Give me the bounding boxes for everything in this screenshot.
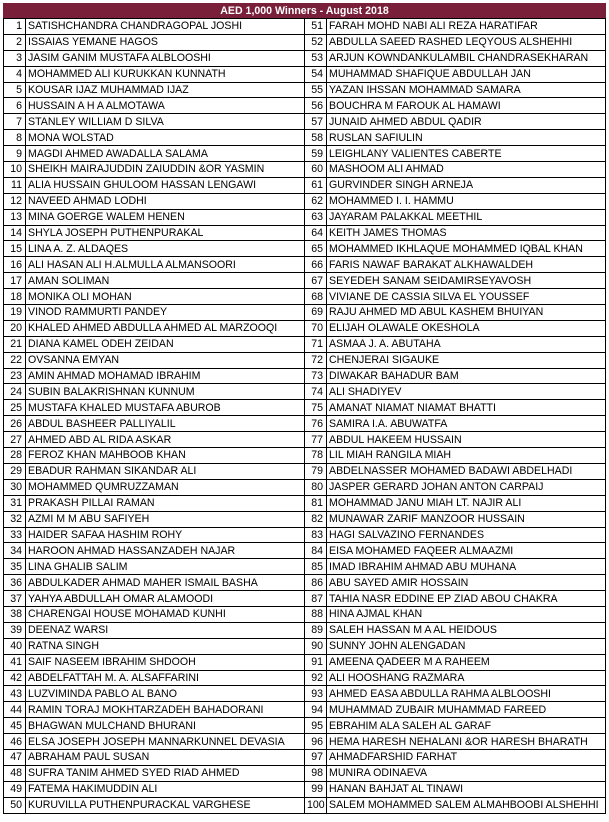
winner-name: SHYLA JOSEPH PUTHENPURAKAL xyxy=(26,225,305,241)
winner-number: 98 xyxy=(305,765,327,781)
winner-name: SHEIKH MAIRAJUDDIN ZAIUDDIN &OR YASMIN xyxy=(26,162,305,178)
winner-number: 25 xyxy=(4,400,26,416)
winner-number: 83 xyxy=(305,527,327,543)
winner-number: 97 xyxy=(305,749,327,765)
winner-name: EBADUR RAHMAN SIKANDAR ALI xyxy=(26,463,305,479)
winner-name: EISA MOHAMED FAQEER ALMAAZMI xyxy=(327,543,606,559)
winner-number: 68 xyxy=(305,289,327,305)
winner-name: HEMA HARESH NEHALANI &OR HARESH BHARATH xyxy=(327,734,606,750)
winner-number: 27 xyxy=(4,432,26,448)
winner-number: 94 xyxy=(305,702,327,718)
winner-name: JUNAID AHMED ABDUL QADIR xyxy=(327,114,606,130)
winner-name: MUSTAFA KHALED MUSTAFA ABUROB xyxy=(26,400,305,416)
table-row xyxy=(4,225,606,241)
winner-name: OVSANNA EMYAN xyxy=(26,352,305,368)
winner-number: 62 xyxy=(305,193,327,209)
winner-name: HUSSAIN A H A ALMOTAWA xyxy=(26,98,305,114)
winner-number: 32 xyxy=(4,511,26,527)
winner-number: 33 xyxy=(4,527,26,543)
winner-number: 39 xyxy=(4,622,26,638)
winner-name: YAZAN IHSSAN MOHAMMAD SAMARA xyxy=(327,82,606,98)
table-row xyxy=(4,162,606,178)
table-row xyxy=(4,98,606,114)
winner-name: MUNAWAR ZARIF MANZOOR HUSSAIN xyxy=(327,511,606,527)
winner-number: 76 xyxy=(305,416,327,432)
winner-number: 16 xyxy=(4,257,26,273)
winner-name: LIL MIAH RANGILA MIAH xyxy=(327,448,606,464)
winner-name: SAMIRA I.A. ABUWATFA xyxy=(327,416,606,432)
winner-number: 90 xyxy=(305,638,327,654)
winner-name: SALEM MOHAMMED SALEM ALMAHBOOBI ALSHEHHI xyxy=(327,797,606,813)
table-row xyxy=(4,336,606,352)
winner-number: 11 xyxy=(4,177,26,193)
winner-number: 63 xyxy=(305,209,327,225)
winner-name: HANAN BAHJAT AL TINAWI xyxy=(327,781,606,797)
table-row xyxy=(4,718,606,734)
table-row xyxy=(4,479,606,495)
winner-name: KURUVILLA PUTHENPURACKAL VARGHESE xyxy=(26,797,305,813)
winner-number: 47 xyxy=(4,749,26,765)
winner-number: 13 xyxy=(4,209,26,225)
table-row xyxy=(4,114,606,130)
winner-name: LEIGHLANY VALIENTES CABERTE xyxy=(327,146,606,162)
winner-name: FEROZ KHAN MAHBOOB KHAN xyxy=(26,448,305,464)
winner-name: JASPER GERARD JOHAN ANTON CARPAIJ xyxy=(327,479,606,495)
winner-number: 30 xyxy=(4,479,26,495)
winner-number: 59 xyxy=(305,146,327,162)
winner-number: 5 xyxy=(4,82,26,98)
winner-number: 77 xyxy=(305,432,327,448)
winner-number: 65 xyxy=(305,241,327,257)
winner-number: 54 xyxy=(305,66,327,82)
winner-number: 42 xyxy=(4,670,26,686)
winner-name: HAGI SALVAZINO FERNANDES xyxy=(327,527,606,543)
winner-name: KEITH JAMES THOMAS xyxy=(327,225,606,241)
winner-name: RAMIN TORAJ MOKHTARZADEH BAHADORANI xyxy=(26,702,305,718)
winner-number: 35 xyxy=(4,559,26,575)
winner-number: 18 xyxy=(4,289,26,305)
winner-number: 36 xyxy=(4,575,26,591)
winner-name: ASMAA J. A. ABUTAHA xyxy=(327,336,606,352)
winner-name: ARJUN KOWNDANKULAMBIL CHANDRASEKHARAN xyxy=(327,50,606,66)
winner-name: MUNIRA ODINAEVA xyxy=(327,765,606,781)
winner-number: 51 xyxy=(305,19,327,35)
table-row xyxy=(4,209,606,225)
winner-number: 73 xyxy=(305,368,327,384)
table-row xyxy=(4,352,606,368)
winner-name: KOUSAR IJAZ MUHAMMAD IJAZ xyxy=(26,82,305,98)
winner-number: 17 xyxy=(4,273,26,289)
winner-number: 19 xyxy=(4,305,26,321)
winner-name: ISSAIAS YEMANE HAGOS xyxy=(26,34,305,50)
winner-number: 70 xyxy=(305,320,327,336)
table-row xyxy=(4,781,606,797)
winner-name: RUSLAN SAFIULIN xyxy=(327,130,606,146)
winner-name: VINOD RAMMURTI PANDEY xyxy=(26,305,305,321)
table-row xyxy=(4,400,606,416)
winner-number: 52 xyxy=(305,34,327,50)
winner-name: BHAGWAN MULCHAND BHURANI xyxy=(26,718,305,734)
winner-number: 22 xyxy=(4,352,26,368)
winner-number: 10 xyxy=(4,162,26,178)
winner-number: 84 xyxy=(305,543,327,559)
winner-number: 82 xyxy=(305,511,327,527)
winner-name: GURVINDER SINGH ARNEJA xyxy=(327,177,606,193)
winner-number: 96 xyxy=(305,734,327,750)
winner-number: 44 xyxy=(4,702,26,718)
table-row xyxy=(4,670,606,686)
winner-name: LUZVIMINDA PABLO AL BANO xyxy=(26,686,305,702)
winner-number: 57 xyxy=(305,114,327,130)
winner-name: JAYARAM PALAKKAL MEETHIL xyxy=(327,209,606,225)
winner-name: LINA GHALIB SALIM xyxy=(26,559,305,575)
winner-number: 38 xyxy=(4,606,26,622)
winner-number: 2 xyxy=(4,34,26,50)
winner-name: SATISHCHANDRA CHANDRAGOPAL JOSHI xyxy=(26,19,305,35)
winner-number: 66 xyxy=(305,257,327,273)
winner-number: 61 xyxy=(305,177,327,193)
winner-name: HINA AJMAL KHAN xyxy=(327,606,606,622)
winner-number: 85 xyxy=(305,559,327,575)
winner-number: 9 xyxy=(4,146,26,162)
table-row xyxy=(4,686,606,702)
winner-number: 20 xyxy=(4,320,26,336)
winner-name: SUNNY JOHN ALENGADAN xyxy=(327,638,606,654)
winner-name: EBRAHIM ALA SALEH AL GARAF xyxy=(327,718,606,734)
winner-number: 15 xyxy=(4,241,26,257)
winner-name: STANLEY WILLIAM D SILVA xyxy=(26,114,305,130)
winner-name: HAROON AHMAD HASSANZADEH NAJAR xyxy=(26,543,305,559)
winner-number: 43 xyxy=(4,686,26,702)
winner-name: SUFRA TANIM AHMED SYED RIAD AHMED xyxy=(26,765,305,781)
winner-number: 14 xyxy=(4,225,26,241)
winner-number: 34 xyxy=(4,543,26,559)
table-row xyxy=(4,448,606,464)
winner-name: SEYEDEH SANAM SEIDAMIRSEYAVOSH xyxy=(327,273,606,289)
winner-number: 7 xyxy=(4,114,26,130)
winner-number: 79 xyxy=(305,463,327,479)
winner-number: 12 xyxy=(4,193,26,209)
table-row xyxy=(4,765,606,781)
winner-name: MOHAMMED IKHLAQUE MOHAMMED IQBAL KHAN xyxy=(327,241,606,257)
winner-number: 21 xyxy=(4,336,26,352)
table-row xyxy=(4,654,606,670)
winner-name: KHALED AHMED ABDULLA AHMED AL MARZOOQI xyxy=(26,320,305,336)
winner-number: 8 xyxy=(4,130,26,146)
table-row xyxy=(4,273,606,289)
table-row xyxy=(4,384,606,400)
winner-name: ABDULKADER AHMAD MAHER ISMAIL BASHA xyxy=(26,575,305,591)
table-row xyxy=(4,432,606,448)
table-row xyxy=(4,749,606,765)
winner-number: 87 xyxy=(305,591,327,607)
table-row xyxy=(4,19,606,35)
winner-number: 100 xyxy=(305,797,327,813)
winner-number: 56 xyxy=(305,98,327,114)
winner-number: 46 xyxy=(4,734,26,750)
winner-name: PRAKASH PILLAI RAMAN xyxy=(26,495,305,511)
winner-name: TAHIA NASR EDDINE EP ZIAD ABOU CHAKRA xyxy=(327,591,606,607)
winner-number: 37 xyxy=(4,591,26,607)
winner-name: DEENAZ WARSI xyxy=(26,622,305,638)
winner-number: 40 xyxy=(4,638,26,654)
winner-number: 93 xyxy=(305,686,327,702)
table-row xyxy=(4,177,606,193)
winner-number: 29 xyxy=(4,463,26,479)
winner-number: 4 xyxy=(4,66,26,82)
table-row xyxy=(4,543,606,559)
winner-name: ABU SAYED AMIR HOSSAIN xyxy=(327,575,606,591)
winner-name: MOHAMMAD JANU MIAH LT. NAJIR ALI xyxy=(327,495,606,511)
winner-name: MONA WOLSTAD xyxy=(26,130,305,146)
winner-name: ABRAHAM PAUL SUSAN xyxy=(26,749,305,765)
table-row xyxy=(4,606,606,622)
winners-table xyxy=(3,18,606,814)
winner-number: 92 xyxy=(305,670,327,686)
table-row xyxy=(4,241,606,257)
winner-number: 49 xyxy=(4,781,26,797)
table-row xyxy=(4,734,606,750)
winner-name: MONIKA OLI MOHAN xyxy=(26,289,305,305)
winner-name: YAHYA ABDULLAH OMAR ALAMOODI xyxy=(26,591,305,607)
winners-table-body xyxy=(4,19,606,814)
winner-number: 67 xyxy=(305,273,327,289)
winner-number: 60 xyxy=(305,162,327,178)
winner-name: FATEMA HAKIMUDDIN ALI xyxy=(26,781,305,797)
winner-number: 95 xyxy=(305,718,327,734)
table-row xyxy=(4,320,606,336)
table-row xyxy=(4,511,606,527)
winner-name: RAJU AHMED MD ABUL KASHEM BHUIYAN xyxy=(327,305,606,321)
winner-number: 45 xyxy=(4,718,26,734)
winner-name: DIWAKAR BAHADUR BAM xyxy=(327,368,606,384)
winner-number: 53 xyxy=(305,50,327,66)
winner-number: 23 xyxy=(4,368,26,384)
table-row xyxy=(4,416,606,432)
table-row xyxy=(4,193,606,209)
winner-name: ABDUL BASHEER PALLIYALIL xyxy=(26,416,305,432)
table-row xyxy=(4,66,606,82)
table-row xyxy=(4,559,606,575)
winner-number: 71 xyxy=(305,336,327,352)
winner-name: CHARENGAI HOUSE MOHAMAD KUNHI xyxy=(26,606,305,622)
winner-name: FARIS NAWAF BARAKAT ALKHAWALDEH xyxy=(327,257,606,273)
winner-number: 26 xyxy=(4,416,26,432)
winner-name: MOHAMMED QUMRUZZAMAN xyxy=(26,479,305,495)
winner-name: SUBIN BALAKRISHNAN KUNNUM xyxy=(26,384,305,400)
winner-name: AHMED ABD AL RIDA ASKAR xyxy=(26,432,305,448)
table-row xyxy=(4,622,606,638)
winner-name: AMAN SOLIMAN xyxy=(26,273,305,289)
winner-name: JASIM GANIM MUSTAFA ALBLOOSHI xyxy=(26,50,305,66)
winner-number: 78 xyxy=(305,448,327,464)
winner-name: MAGDI AHMED AWADALLA SALAMA xyxy=(26,146,305,162)
winner-name: RATNA SINGH xyxy=(26,638,305,654)
table-row xyxy=(4,702,606,718)
winner-name: ALIA HUSSAIN GHULOOM HASSAN LENGAWI xyxy=(26,177,305,193)
winner-name: MOHAMMED ALI KURUKKAN KUNNATH xyxy=(26,66,305,82)
winner-name: HAIDER SAFAA HASHIM ROHY xyxy=(26,527,305,543)
winner-name: MOHAMMED I. I. HAMMU xyxy=(327,193,606,209)
winners-sheet xyxy=(3,3,606,814)
winner-name: ABDUL HAKEEM HUSSAIN xyxy=(327,432,606,448)
winner-name: AZMI M M ABU SAFIYEH xyxy=(26,511,305,527)
winner-name: MINA GOERGE WALEM HENEN xyxy=(26,209,305,225)
winner-name: VIVIANE DE CASSIA SILVA EL YOUSSEF xyxy=(327,289,606,305)
winner-name: ALI SHADIYEV xyxy=(327,384,606,400)
table-row xyxy=(4,591,606,607)
table-row xyxy=(4,638,606,654)
winner-name: DIANA KAMEL ODEH ZEIDAN xyxy=(26,336,305,352)
table-row xyxy=(4,50,606,66)
winner-number: 88 xyxy=(305,606,327,622)
winner-name: MASHOOM ALI AHMAD xyxy=(327,162,606,178)
winner-name: ELSA JOSEPH JOSEPH MANNARKUNNEL DEVASIA xyxy=(26,734,305,750)
winner-name: ABDELNASSER MOHAMED BADAWI ABDELHADI xyxy=(327,463,606,479)
winner-name: BOUCHRA M FAROUK AL HAMAWI xyxy=(327,98,606,114)
table-row xyxy=(4,368,606,384)
winner-number: 41 xyxy=(4,654,26,670)
winner-number: 48 xyxy=(4,765,26,781)
winner-name: LINA A. Z. ALDAQES xyxy=(26,241,305,257)
table-row xyxy=(4,797,606,813)
winner-name: IMAD IBRAHIM AHMAD ABU MUHANA xyxy=(327,559,606,575)
winner-number: 28 xyxy=(4,448,26,464)
winner-number: 99 xyxy=(305,781,327,797)
winner-name: MUHAMMAD SHAFIQUE ABDULLAH JAN xyxy=(327,66,606,82)
table-row xyxy=(4,495,606,511)
winner-name: ALI HOOSHANG RAZMARA xyxy=(327,670,606,686)
winner-name: FARAH MOHD NABI ALI REZA HARATIFAR xyxy=(327,19,606,35)
winner-name: MUHAMMAD ZUBAIR MUHAMMAD FAREED xyxy=(327,702,606,718)
table-row xyxy=(4,146,606,162)
winner-number: 72 xyxy=(305,352,327,368)
winner-number: 1 xyxy=(4,19,26,35)
winner-number: 74 xyxy=(305,384,327,400)
winner-number: 69 xyxy=(305,305,327,321)
sheet-title: AED 1,000 Winners - August 2018 xyxy=(3,3,606,18)
winner-number: 31 xyxy=(4,495,26,511)
winner-name: CHENJERAI SIGAUKE xyxy=(327,352,606,368)
winner-name: ALI HASAN ALI H.ALMULLA ALMANSOORI xyxy=(26,257,305,273)
winner-name: AMEENA QADEER M A RAHEEM xyxy=(327,654,606,670)
table-row xyxy=(4,130,606,146)
winner-name: ABDULLA SAEED RASHED LEQYOUS ALSHEHHI xyxy=(327,34,606,50)
table-row xyxy=(4,305,606,321)
winner-name: NAVEED AHMAD LODHI xyxy=(26,193,305,209)
table-row xyxy=(4,82,606,98)
table-row xyxy=(4,257,606,273)
winner-name: AMIN AHMAD MOHAMAD IBRAHIM xyxy=(26,368,305,384)
table-row xyxy=(4,463,606,479)
winner-number: 89 xyxy=(305,622,327,638)
winner-name: AHMED EASA ABDULLA RAHMA ALBLOOSHI xyxy=(327,686,606,702)
table-row xyxy=(4,575,606,591)
winner-name: SAIF NASEEM IBRAHIM SHDOOH xyxy=(26,654,305,670)
winner-name: SALEH HASSAN M A AL HEIDOUS xyxy=(327,622,606,638)
table-row xyxy=(4,289,606,305)
winner-number: 58 xyxy=(305,130,327,146)
winner-name: ELIJAH OLAWALE OKESHOLA xyxy=(327,320,606,336)
winner-number: 86 xyxy=(305,575,327,591)
table-row xyxy=(4,527,606,543)
winner-name: ABDELFATTAH M. A. ALSAFFARINI xyxy=(26,670,305,686)
winner-number: 64 xyxy=(305,225,327,241)
winner-number: 80 xyxy=(305,479,327,495)
winner-name: AMANAT NIAMAT NIAMAT BHATTI xyxy=(327,400,606,416)
table-row xyxy=(4,34,606,50)
winner-number: 75 xyxy=(305,400,327,416)
winner-number: 91 xyxy=(305,654,327,670)
winner-number: 50 xyxy=(4,797,26,813)
winner-number: 24 xyxy=(4,384,26,400)
winner-number: 3 xyxy=(4,50,26,66)
winner-number: 81 xyxy=(305,495,327,511)
winner-number: 6 xyxy=(4,98,26,114)
winner-name: AHMADFARSHID FARHAT xyxy=(327,749,606,765)
winner-number: 55 xyxy=(305,82,327,98)
